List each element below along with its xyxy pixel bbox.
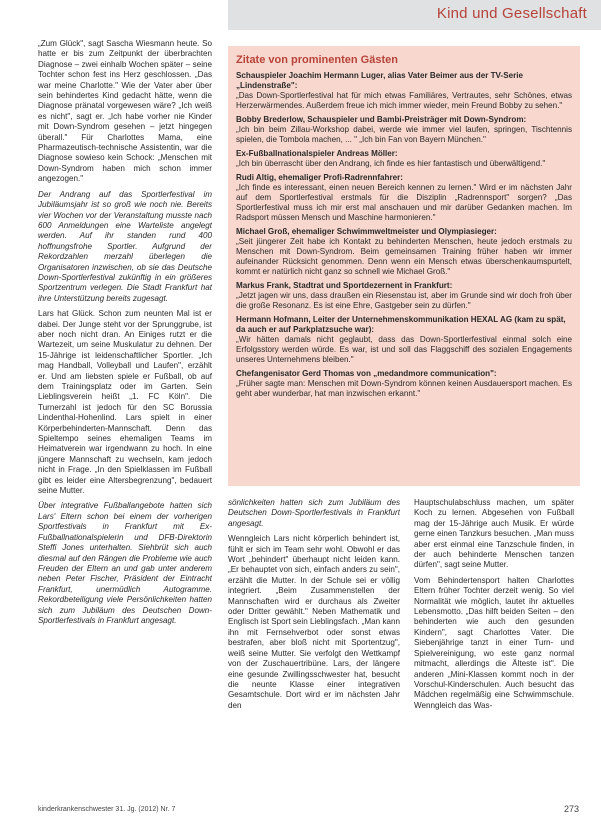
quote-item (236, 149, 572, 169)
article-paragraph-italic: Über integrative Fußballangebote hatten sich Lars' Eltern schon bei einem der vorherigen Sportfestivals in Frankfurt mit Ex-Fußballnationalspielerin und DFB-Direktorin Steffi Jones unterhalten. Siehbrüt sich auch diesmal auf den Rängen die Probleme wie auch Freuden der Eltern an und gab unter anderem neben Peter Fischer, Präsident der Eintracht Frankfurt, unermüdlich Autogramme. Rekordbeteiligung viele Persönlichkeiten hatten sich zum Jubiläum des Deutschen Down-Sportlerfestivals in Frankfurt angesagt. (38, 501, 212, 625)
quote-item (236, 315, 572, 365)
quote-speaker: Hermann Hofmann, Leiter der Unternehmenskommunikation HEXAL AG (kam zu spät, da auch er auf Parkplatzsuche war): (236, 315, 566, 334)
article-paragraph: Wenngleich Lars nicht körperlich behindert ist, fühlt er sich im Team sehr wohl. Obwohl er das Wort „behindert" überhaupt nicht leiden kann. „Er behauptet von sich, einfach anders zu sein", erzählt die Mutter. In der Schule sei er völlig integriert. „Beim Zusammenstellen der Mannschaften wird er durchaus als Zweiter oder Dritter gewählt." Neben Mathematik und Englisch ist Sport sein Lieblingsfach. „Man kann ihn mit Fernsehverbot oder sonst etwas bestrafen, aber bloß nicht mit Sportentzug", weiß seine Mutter. Sie verfolgt den Wettkampf von der Zuschauertribüne. Lars, der längere eine gesunde Zwillingsschwester hat, besucht die neunte Klasse einer integrativen Gesamtschule. Dort wird er im nächsten Jahr den (228, 534, 400, 710)
quote-text: „Ich finde es interessant, einen neuen Bereich kennen zu lernen." Wird er im nächsten Jahr auf dem Sportlerfestival erstmals für die Disziplin „Radrennsport" sorgen? „Das Sportlerfestival muss ich mir erst mal anschauen und mir darüber Gedanken machen. Im Radsport müssen Mensch und Maschine harmonieren." (236, 183, 572, 222)
article-paragraph: Lars hat Glück. Schon zum neunten Mal ist er dabei. Der Junge steht vor der Sprunggrube, ist aber noch nicht dran. An Einiges rutzt er die Wartezeit, um seine Muskulatur zu dehnen. Der 15-Jährige ist leidenschaftlicher Sportler. „Ich mag Handball, Volleyball und Laufen", erzählt er. Und am liebsten spiele er Fußball, ob auf dem Trainingsplatz oder im Garten. Sein Lieblingsverein heißt „1. FC Köln". Die Turnerzahl ist jedoch für den SC Borussia Lindenthal-Hohenlind. Lars spielt in einer Körperbehinderten-Mannschaft. Denn das Spieltempo seines ehemaligen Teams im Heimatverein war irgendwann zu hoch. In eine jüngere Mannschaft zu wechseln, kam jedoch nicht in Frage. „In den Spielklassen im Fußball gibt es leider eine Altersbegrenzung", bedauert seine Mutter. (38, 309, 212, 496)
quote-speaker: Rudi Altig, ehemaliger Profi-Radrennfahrer: (236, 173, 403, 182)
quote-text: „Ich bin beim Zillau-Workshop dabei, werde wie immer viel laufen, springen, Tischtennis spielen, die Tombola machen, ... " „Ich bin Fan von Bayern München." (236, 125, 572, 144)
quote-item (236, 281, 572, 311)
quote-speaker: Michael Groß, ehemaliger Schwimmweltmeister und Olympiasieger: (236, 227, 497, 236)
section-header-bar (228, 0, 601, 30)
quote-text: „Seit jüngerer Zeit habe ich Kontakt zu behinderten Menschen, heute jedoch erstmals zu Menschen mit Down-Syndrom. Beim gemeinsamen Training früher haben wir immer aufeinander Rücksicht genommen. Denn wenn ein Mensch etwas überschenkaumspurtelt, kommt er natürlich nicht ganz so schnell wie Michael Groß." (236, 237, 572, 276)
article-paragraph-italic: sönlichkeiten hatten sich zum Jubiläum des Deutschen Down-Sportlerfestivals in Frankfurt angesagt. (228, 498, 400, 528)
quote-speaker: Schauspieler Joachim Hermann Luger, alias Vater Beimer aus der TV-Serie „Lindenstraße": (236, 71, 524, 90)
quote-speaker: Markus Frank, Stadtrat und Sportdezernent in Frankfurt: (236, 281, 453, 290)
section-title: Kind und Gesellschaft (436, 5, 587, 22)
article-paragraph-italic: Der Andrang auf das Sportlerfestival im Jubiläumsjahr ist so groß wie noch nie. Bereits vier Wochen vor der Veranstaltung musste nach 600 Anmeldungen eine Warteliste angelegt werden. Auf ihr standen rund 400 hoffnungsfrohe Sportler. Aufgrund der Rekordzahlen merzahl überlegen die Organisatoren inzwischen, ob sie das Deutsche Down-Sportlerfestival zukünftig in ein größeres Sportzentrum verlegen. Die Stadt Frankfurt hat ihre Unterstützung bereits zugesagt. (38, 189, 212, 303)
article-paragraph: Vom Behindertensport halten Charlottes Eltern früher Tochter derzeit wenig. So viel Normalität wie möglich, lautet ihr aktuelles Lebensmotto. „Das hilft beiden Seiten – den behinderten wie auch den gesunden Kindern", sagt Charlottes Vater. Die Siebenjährige tanzt in einer Turn- und Spielvereinigung, wo este ganz normal mitmacht, allerdings die Älteste ist". Die anderen „Mini-Klassen kommt noch in der Vorschul-Kinderschulen. Auch besucht das Mädchen regelmäßig eine Schwimmschule. Wenngleich das Was- (414, 575, 574, 710)
quote-text: „Jetzt jagen wir uns, dass draußen ein Riesenstau ist, aber im Grunde sind wir doch froh über die große Resonanz. Es ist eine Ehre, Gastgeber sein zu dürfen." (236, 291, 572, 310)
quote-speaker: Ex-Fußballnationalspieler Andreas Möller: (236, 149, 398, 158)
article-column-middle (228, 498, 400, 798)
quote-text: „Wir hätten damals nicht geglaubt, dass das Down-Sportlerfestival einmal solch eine Erfolgsstory werden würde. Es war, ist und soll das Flaggschiff des sozialen Engagements unseres Unternehmens bleiben." (236, 335, 572, 364)
quote-speaker: Bobby Brederlow, Schauspieler und Bambi-Preisträger mit Down-Syndrom: (236, 115, 527, 124)
quote-box-title: Zitate von prominenten Gästen (236, 54, 398, 66)
quote-item (236, 115, 572, 145)
page-number: 273 (563, 804, 579, 814)
quote-text: „Ich bin überrascht über den Andrang, ich finde es hier fantastisch und überwältigend." (236, 159, 546, 168)
quote-text: „Das Down-Sportlerfestival hat für mich etwas Familiäres, Vertrautes, sehr Schönes, etwas Herzerwärmendes. Außerdem freue ich mich immer wieder, mein Freund Bobby zu sehen." (236, 91, 572, 110)
quote-text: „Früher sagte man: Menschen mit Down-Syndrom können keinen Ausdauersport machen. Es geht aber wunderbar, hat man inzwischen erkannt." (236, 379, 572, 398)
quote-item (236, 71, 572, 111)
quote-item (236, 227, 572, 277)
footer-journal-info: kinderkrankenschwester 31. Jg. (2012) Nr. 7 (38, 806, 176, 813)
article-column-left (38, 39, 212, 794)
celebrity-quotes-box (228, 46, 580, 486)
quote-item (236, 369, 572, 399)
article-paragraph: Hauptschulabschluss machen, um später Koch zu lernen. Abgesehen von Fußball mag der 15-Jährige auch Musik. Er würde gerne einen Tanzkurs besuchen. „Man muss aber erst einmal eine Tanzschule finden, in der auch behinderte Menschen tanzen dürfen", sagt seine Mutter. (414, 498, 574, 570)
quote-item (236, 173, 572, 223)
quote-speaker: Chefangenisator Gerd Thomas von „medandmore communication": (236, 369, 497, 378)
article-paragraph: „Zum Glück", sagt Sascha Wiesmann heute. So hatte er bis zum Zeitpunkt der überbrachten Diagnose – zwei einhalb Wochen später – seine Tochter schon fest ins Herz geschlossen. „Das war meine Charlotte." Wie der Vater aber über sein behindertes Kind gedacht hätte, wenn die Diagnose pränatal vorgewesen wäre? „Ich weiß es nicht", sagt er. „Ich habe vorher nie Kinder mit Down-Syndrom gesehen – jetzt hingegen überall." Für Charlottes Mama, eine Pharmazeutisch-technische Assistentin, war die Diagnose sowieso kein Schock: „Menschen mit Down-Syndrom haben mich schon immer angezogen." (38, 39, 212, 184)
article-column-right (414, 498, 574, 798)
